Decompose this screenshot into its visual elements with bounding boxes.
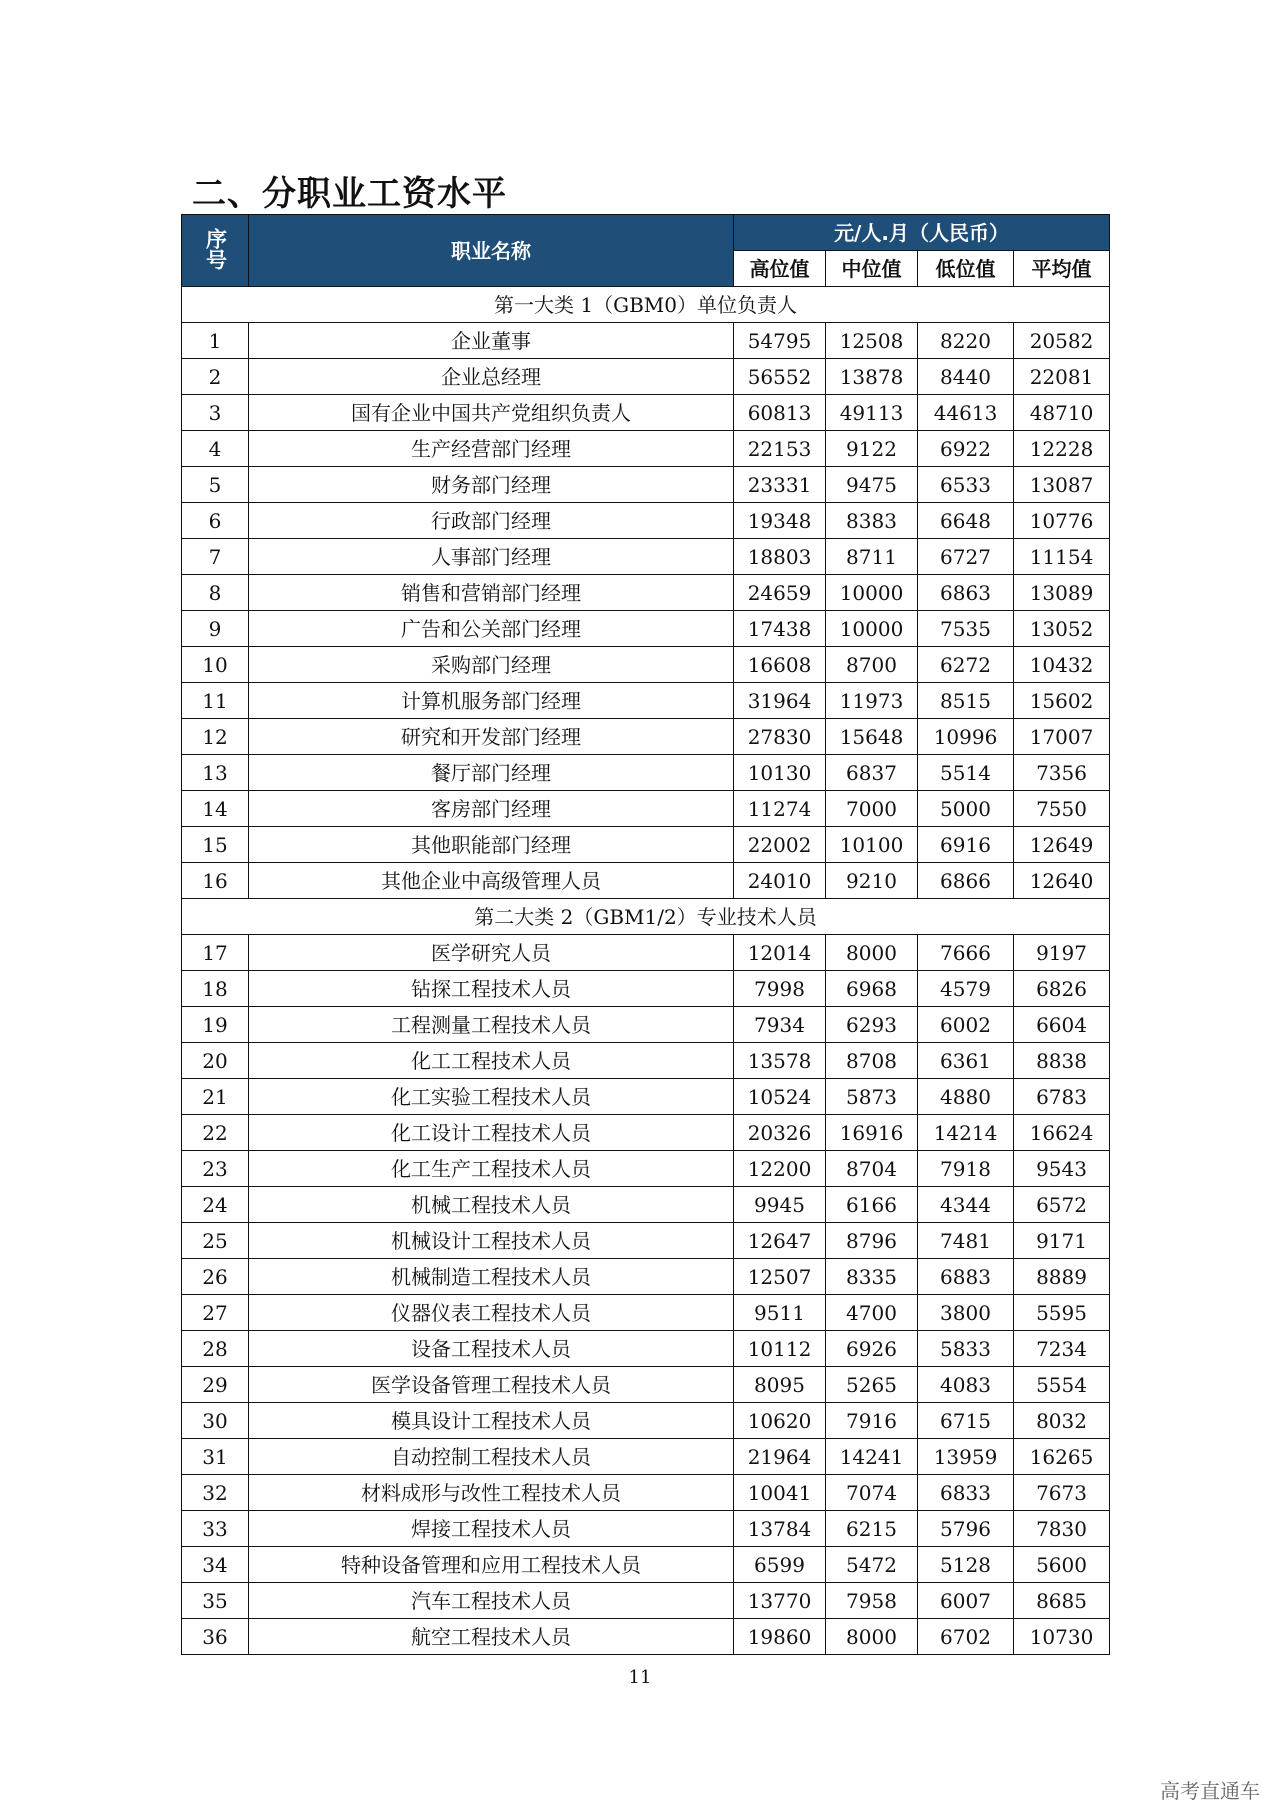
cell-low: 6648 — [918, 503, 1014, 539]
cell-high: 22002 — [734, 827, 826, 863]
cell-mid: 7000 — [826, 791, 918, 827]
cell-high: 19348 — [734, 503, 826, 539]
cell-seq: 20 — [182, 1043, 249, 1079]
cell-seq: 10 — [182, 647, 249, 683]
cell-avg: 16624 — [1014, 1115, 1110, 1151]
cell-occupation-name: 计算机服务部门经理 — [249, 683, 734, 719]
cell-low: 5833 — [918, 1331, 1014, 1367]
cell-high: 9945 — [734, 1187, 826, 1223]
cell-mid: 7958 — [826, 1583, 918, 1619]
cell-low: 8515 — [918, 683, 1014, 719]
cell-occupation-name: 其他企业中高级管理人员 — [249, 863, 734, 899]
table-row — [182, 1331, 1110, 1367]
cell-mid: 12508 — [826, 323, 918, 359]
cell-mid: 6837 — [826, 755, 918, 791]
cell-high: 10130 — [734, 755, 826, 791]
cell-occupation-name: 自动控制工程技术人员 — [249, 1439, 734, 1475]
cell-high: 10041 — [734, 1475, 826, 1511]
cell-seq: 28 — [182, 1331, 249, 1367]
cell-high: 7934 — [734, 1007, 826, 1043]
cell-mid: 10000 — [826, 611, 918, 647]
cell-avg: 5595 — [1014, 1295, 1110, 1331]
cell-occupation-name: 机械设计工程技术人员 — [249, 1223, 734, 1259]
table-row — [182, 575, 1110, 611]
cell-avg: 6783 — [1014, 1079, 1110, 1115]
cell-avg: 15602 — [1014, 683, 1110, 719]
category-row — [182, 899, 1110, 935]
cell-low: 6702 — [918, 1619, 1014, 1655]
cell-occupation-name: 国有企业中国共产党组织负责人 — [249, 395, 734, 431]
cell-occupation-name: 焊接工程技术人员 — [249, 1511, 734, 1547]
cell-mid: 8704 — [826, 1151, 918, 1187]
cell-mid: 9122 — [826, 431, 918, 467]
cell-low: 6272 — [918, 647, 1014, 683]
page-title: 二、分职业工资水平 — [192, 174, 507, 214]
cell-high: 12647 — [734, 1223, 826, 1259]
table-row — [182, 863, 1110, 899]
cell-seq: 21 — [182, 1079, 249, 1115]
cell-mid: 6215 — [826, 1511, 918, 1547]
cell-high: 6599 — [734, 1547, 826, 1583]
cell-high: 24010 — [734, 863, 826, 899]
cell-avg: 9543 — [1014, 1151, 1110, 1187]
cell-seq: 17 — [182, 935, 249, 971]
cell-avg: 5600 — [1014, 1547, 1110, 1583]
table-row — [182, 1079, 1110, 1115]
cell-high: 27830 — [734, 719, 826, 755]
cell-high: 9511 — [734, 1295, 826, 1331]
table-row — [182, 1511, 1110, 1547]
cell-low: 6361 — [918, 1043, 1014, 1079]
cell-occupation-name: 餐厅部门经理 — [249, 755, 734, 791]
cell-avg: 10730 — [1014, 1619, 1110, 1655]
table-row — [182, 1187, 1110, 1223]
cell-seq: 14 — [182, 791, 249, 827]
cell-occupation-name: 其他职能部门经理 — [249, 827, 734, 863]
cell-occupation-name: 仪器仪表工程技术人员 — [249, 1295, 734, 1331]
salary-table — [181, 214, 1110, 1655]
cell-occupation-name: 行政部门经理 — [249, 503, 734, 539]
cell-low: 6883 — [918, 1259, 1014, 1295]
table-row — [182, 467, 1110, 503]
cell-avg: 5554 — [1014, 1367, 1110, 1403]
cell-occupation-name: 钻探工程技术人员 — [249, 971, 734, 1007]
cell-high: 7998 — [734, 971, 826, 1007]
cell-avg: 10776 — [1014, 503, 1110, 539]
cell-seq: 23 — [182, 1151, 249, 1187]
cell-mid: 4700 — [826, 1295, 918, 1331]
table-row — [182, 395, 1110, 431]
table-row — [182, 539, 1110, 575]
cell-seq: 36 — [182, 1619, 249, 1655]
cell-occupation-name: 采购部门经理 — [249, 647, 734, 683]
table-row — [182, 1223, 1110, 1259]
cell-mid: 6968 — [826, 971, 918, 1007]
cell-low: 10996 — [918, 719, 1014, 755]
cell-high: 31964 — [734, 683, 826, 719]
table-row — [182, 1547, 1110, 1583]
cell-mid: 6926 — [826, 1331, 918, 1367]
cell-avg: 7234 — [1014, 1331, 1110, 1367]
cell-occupation-name: 化工实验工程技术人员 — [249, 1079, 734, 1115]
header-seq-label: 序号 — [203, 228, 228, 270]
cell-mid: 8711 — [826, 539, 918, 575]
cell-occupation-name: 人事部门经理 — [249, 539, 734, 575]
cell-mid: 8000 — [826, 935, 918, 971]
cell-seq: 26 — [182, 1259, 249, 1295]
header-low: 低位值 — [918, 251, 1014, 287]
header-seq — [182, 215, 249, 287]
table-row — [182, 683, 1110, 719]
cell-mid: 7916 — [826, 1403, 918, 1439]
cell-occupation-name: 汽车工程技术人员 — [249, 1583, 734, 1619]
table-row — [182, 503, 1110, 539]
cell-mid: 8708 — [826, 1043, 918, 1079]
cell-mid: 10000 — [826, 575, 918, 611]
cell-mid: 6166 — [826, 1187, 918, 1223]
cell-occupation-name: 机械工程技术人员 — [249, 1187, 734, 1223]
cell-occupation-name: 化工设计工程技术人员 — [249, 1115, 734, 1151]
cell-mid: 8000 — [826, 1619, 918, 1655]
cell-occupation-name: 研究和开发部门经理 — [249, 719, 734, 755]
cell-low: 8440 — [918, 359, 1014, 395]
cell-high: 13784 — [734, 1511, 826, 1547]
cell-low: 7481 — [918, 1223, 1014, 1259]
cell-high: 10620 — [734, 1403, 826, 1439]
header-mid: 中位值 — [826, 251, 918, 287]
cell-occupation-name: 化工工程技术人员 — [249, 1043, 734, 1079]
category-label: 第二大类 2（GBM1/2）专业技术人员 — [182, 899, 1110, 935]
table-row — [182, 647, 1110, 683]
cell-low: 4880 — [918, 1079, 1014, 1115]
cell-mid: 16916 — [826, 1115, 918, 1151]
table-row — [182, 1619, 1110, 1655]
cell-high: 16608 — [734, 647, 826, 683]
cell-occupation-name: 模具设计工程技术人员 — [249, 1403, 734, 1439]
cell-high: 10524 — [734, 1079, 826, 1115]
table-body — [182, 287, 1110, 1655]
table-row — [182, 1043, 1110, 1079]
table-row — [182, 1403, 1110, 1439]
table-row — [182, 1439, 1110, 1475]
cell-seq: 12 — [182, 719, 249, 755]
cell-occupation-name: 设备工程技术人员 — [249, 1331, 734, 1367]
cell-seq: 11 — [182, 683, 249, 719]
cell-low: 6002 — [918, 1007, 1014, 1043]
category-row — [182, 287, 1110, 323]
cell-low: 4344 — [918, 1187, 1014, 1223]
cell-low: 6533 — [918, 467, 1014, 503]
cell-low: 13959 — [918, 1439, 1014, 1475]
page-number: 11 — [628, 1667, 652, 1688]
cell-mid: 8335 — [826, 1259, 918, 1295]
cell-high: 23331 — [734, 467, 826, 503]
cell-high: 12507 — [734, 1259, 826, 1295]
table-row — [182, 1115, 1110, 1151]
cell-seq: 15 — [182, 827, 249, 863]
cell-seq: 33 — [182, 1511, 249, 1547]
cell-mid: 5873 — [826, 1079, 918, 1115]
cell-low: 6727 — [918, 539, 1014, 575]
cell-occupation-name: 企业董事 — [249, 323, 734, 359]
cell-seq: 18 — [182, 971, 249, 1007]
cell-avg: 9171 — [1014, 1223, 1110, 1259]
table-row — [182, 971, 1110, 1007]
header-occupation-name: 职业名称 — [249, 215, 734, 287]
cell-high: 13578 — [734, 1043, 826, 1079]
cell-avg: 6826 — [1014, 971, 1110, 1007]
cell-high: 10112 — [734, 1331, 826, 1367]
cell-low: 7918 — [918, 1151, 1014, 1187]
table-row — [182, 1367, 1110, 1403]
cell-seq: 5 — [182, 467, 249, 503]
cell-low: 14214 — [918, 1115, 1014, 1151]
cell-high: 22153 — [734, 431, 826, 467]
cell-mid: 8700 — [826, 647, 918, 683]
cell-seq: 31 — [182, 1439, 249, 1475]
cell-high: 19860 — [734, 1619, 826, 1655]
table-row — [182, 755, 1110, 791]
cell-occupation-name: 医学设备管理工程技术人员 — [249, 1367, 734, 1403]
cell-mid: 5472 — [826, 1547, 918, 1583]
cell-high: 8095 — [734, 1367, 826, 1403]
cell-occupation-name: 化工生产工程技术人员 — [249, 1151, 734, 1187]
cell-avg: 13052 — [1014, 611, 1110, 647]
cell-low: 5796 — [918, 1511, 1014, 1547]
cell-low: 3800 — [918, 1295, 1014, 1331]
cell-avg: 6604 — [1014, 1007, 1110, 1043]
cell-avg: 11154 — [1014, 539, 1110, 575]
cell-mid: 15648 — [826, 719, 918, 755]
cell-occupation-name: 材料成形与改性工程技术人员 — [249, 1475, 734, 1511]
table-row — [182, 1259, 1110, 1295]
table-row — [182, 1475, 1110, 1511]
table-row — [182, 1295, 1110, 1331]
cell-occupation-name: 医学研究人员 — [249, 935, 734, 971]
cell-mid: 11973 — [826, 683, 918, 719]
cell-mid: 5265 — [826, 1367, 918, 1403]
cell-avg: 10432 — [1014, 647, 1110, 683]
cell-mid: 14241 — [826, 1439, 918, 1475]
watermark: 高考直通车 — [1160, 1779, 1260, 1803]
cell-mid: 49113 — [826, 395, 918, 431]
cell-mid: 7074 — [826, 1475, 918, 1511]
cell-avg: 16265 — [1014, 1439, 1110, 1475]
cell-mid: 13878 — [826, 359, 918, 395]
cell-seq: 35 — [182, 1583, 249, 1619]
cell-low: 8220 — [918, 323, 1014, 359]
cell-occupation-name: 财务部门经理 — [249, 467, 734, 503]
cell-avg: 48710 — [1014, 395, 1110, 431]
table-row — [182, 719, 1110, 755]
cell-mid: 10100 — [826, 827, 918, 863]
cell-low: 5514 — [918, 755, 1014, 791]
cell-avg: 8838 — [1014, 1043, 1110, 1079]
cell-avg: 6572 — [1014, 1187, 1110, 1223]
cell-high: 17438 — [734, 611, 826, 647]
cell-mid: 8383 — [826, 503, 918, 539]
cell-low: 6007 — [918, 1583, 1014, 1619]
cell-avg: 20582 — [1014, 323, 1110, 359]
cell-occupation-name: 销售和营销部门经理 — [249, 575, 734, 611]
cell-low: 44613 — [918, 395, 1014, 431]
table-row — [182, 431, 1110, 467]
cell-low: 6866 — [918, 863, 1014, 899]
cell-high: 18803 — [734, 539, 826, 575]
cell-occupation-name: 工程测量工程技术人员 — [249, 1007, 734, 1043]
cell-low: 6916 — [918, 827, 1014, 863]
category-label: 第一大类 1（GBM0）单位负责人 — [182, 287, 1110, 323]
cell-seq: 22 — [182, 1115, 249, 1151]
cell-avg: 8685 — [1014, 1583, 1110, 1619]
cell-seq: 6 — [182, 503, 249, 539]
cell-seq: 29 — [182, 1367, 249, 1403]
cell-high: 20326 — [734, 1115, 826, 1151]
cell-occupation-name: 生产经营部门经理 — [249, 431, 734, 467]
cell-high: 60813 — [734, 395, 826, 431]
cell-seq: 25 — [182, 1223, 249, 1259]
cell-avg: 7550 — [1014, 791, 1110, 827]
cell-high: 54795 — [734, 323, 826, 359]
cell-avg: 12228 — [1014, 431, 1110, 467]
cell-mid: 6293 — [826, 1007, 918, 1043]
cell-high: 21964 — [734, 1439, 826, 1475]
cell-avg: 12649 — [1014, 827, 1110, 863]
cell-seq: 2 — [182, 359, 249, 395]
cell-occupation-name: 机械制造工程技术人员 — [249, 1259, 734, 1295]
cell-avg: 12640 — [1014, 863, 1110, 899]
header-high: 高位值 — [734, 251, 826, 287]
header-avg: 平均值 — [1014, 251, 1110, 287]
cell-occupation-name: 特种设备管理和应用工程技术人员 — [249, 1547, 734, 1583]
cell-low: 7666 — [918, 935, 1014, 971]
cell-seq: 13 — [182, 755, 249, 791]
cell-seq: 9 — [182, 611, 249, 647]
cell-seq: 30 — [182, 1403, 249, 1439]
table-row — [182, 1151, 1110, 1187]
cell-avg: 17007 — [1014, 719, 1110, 755]
cell-high: 13770 — [734, 1583, 826, 1619]
cell-seq: 24 — [182, 1187, 249, 1223]
cell-avg: 22081 — [1014, 359, 1110, 395]
cell-high: 56552 — [734, 359, 826, 395]
cell-avg: 8032 — [1014, 1403, 1110, 1439]
table-row — [182, 791, 1110, 827]
cell-avg: 7673 — [1014, 1475, 1110, 1511]
table-row — [182, 611, 1110, 647]
cell-low: 5000 — [918, 791, 1014, 827]
cell-high: 11274 — [734, 791, 826, 827]
table-row — [182, 323, 1110, 359]
cell-seq: 8 — [182, 575, 249, 611]
header-unit: 元/人.月（人民币） — [734, 215, 1110, 251]
cell-seq: 34 — [182, 1547, 249, 1583]
table-row — [182, 827, 1110, 863]
cell-mid: 8796 — [826, 1223, 918, 1259]
cell-occupation-name: 广告和公关部门经理 — [249, 611, 734, 647]
cell-seq: 3 — [182, 395, 249, 431]
cell-low: 4083 — [918, 1367, 1014, 1403]
cell-low: 5128 — [918, 1547, 1014, 1583]
cell-mid: 9475 — [826, 467, 918, 503]
cell-high: 12200 — [734, 1151, 826, 1187]
cell-avg: 8889 — [1014, 1259, 1110, 1295]
cell-seq: 7 — [182, 539, 249, 575]
cell-occupation-name: 航空工程技术人员 — [249, 1619, 734, 1655]
cell-high: 12014 — [734, 935, 826, 971]
cell-low: 6863 — [918, 575, 1014, 611]
cell-seq: 32 — [182, 1475, 249, 1511]
table-row — [182, 1583, 1110, 1619]
cell-occupation-name: 企业总经理 — [249, 359, 734, 395]
cell-seq: 16 — [182, 863, 249, 899]
cell-avg: 9197 — [1014, 935, 1110, 971]
cell-high: 24659 — [734, 575, 826, 611]
table-header — [182, 215, 1110, 287]
cell-mid: 9210 — [826, 863, 918, 899]
cell-seq: 19 — [182, 1007, 249, 1043]
table-row — [182, 1007, 1110, 1043]
cell-low: 6922 — [918, 431, 1014, 467]
cell-seq: 1 — [182, 323, 249, 359]
cell-seq: 4 — [182, 431, 249, 467]
cell-avg: 7356 — [1014, 755, 1110, 791]
cell-seq: 27 — [182, 1295, 249, 1331]
cell-avg: 13089 — [1014, 575, 1110, 611]
cell-avg: 7830 — [1014, 1511, 1110, 1547]
cell-low: 6833 — [918, 1475, 1014, 1511]
table-row — [182, 359, 1110, 395]
cell-low: 4579 — [918, 971, 1014, 1007]
cell-low: 7535 — [918, 611, 1014, 647]
cell-occupation-name: 客房部门经理 — [249, 791, 734, 827]
table-row — [182, 935, 1110, 971]
cell-avg: 13087 — [1014, 467, 1110, 503]
cell-low: 6715 — [918, 1403, 1014, 1439]
